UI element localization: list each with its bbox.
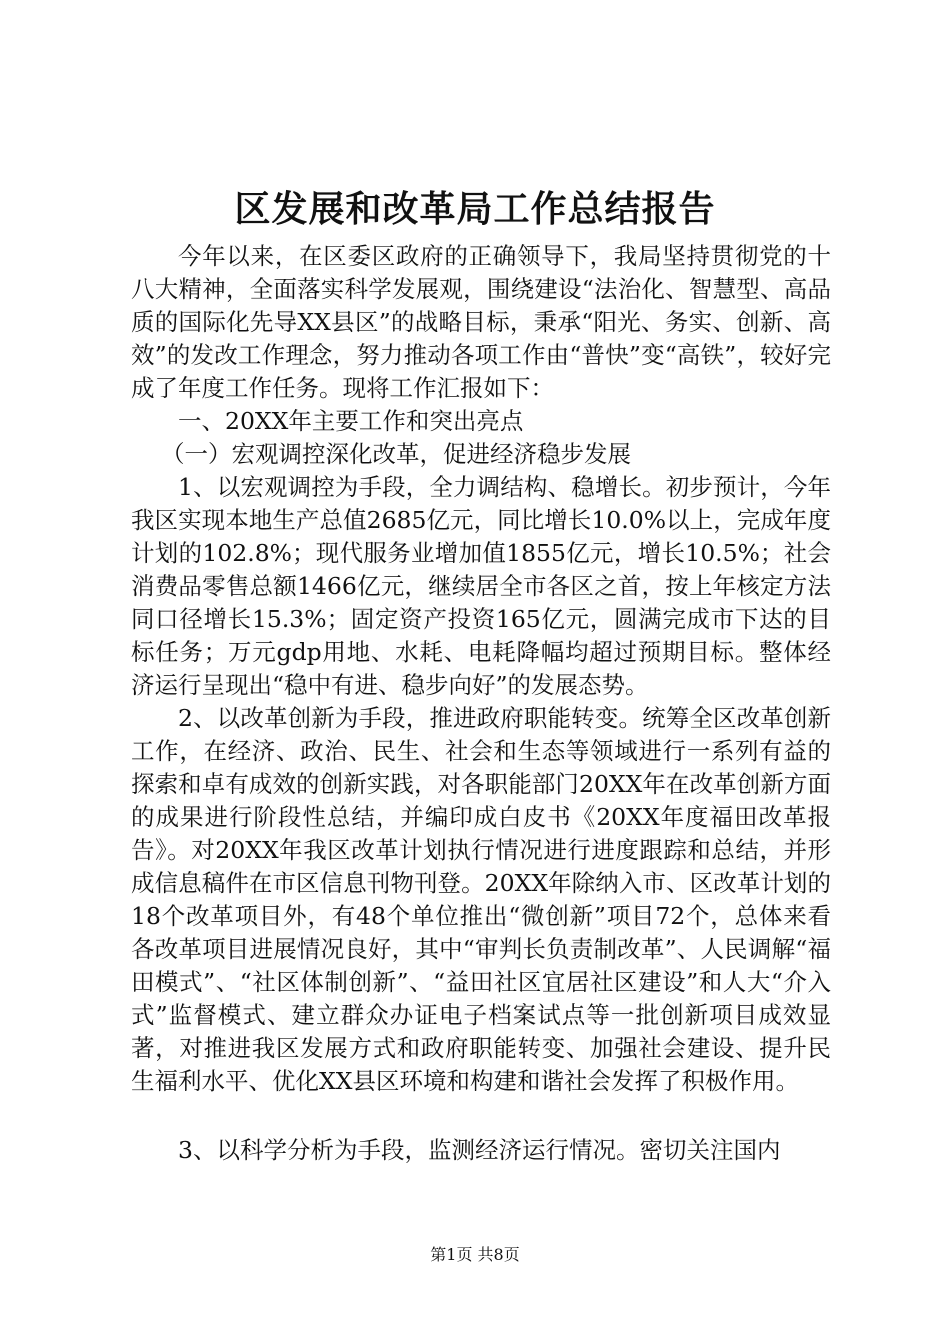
intro-paragraph: 今年以来，在区委区政府的正确领导下，我局坚持贯彻党的十八大精神，全面落实科学发展观，围绕建设“法治化、智慧型、高品质的国际化先导XX县区”的战略目标，秉承“阳光、务实、创新、高效”的发改工作理念，努力推动各项工作由“普快”变“高铁”，较好完成了年度工作任务。现将工作汇报如下： (131, 242, 831, 402)
document-title: 区发展和改革局工作总结报告 (234, 188, 716, 230)
subsection-heading: （一）宏观调控深化改革，促进经济稳步发展 (161, 440, 631, 468)
item-paragraph-1: 1、以宏观调控为手段，全力调结构、稳增长。初步预计，今年我区实现本地生产总值2685亿元，同比增长10.0%以上，完成年度计划的102.8%；现代服务业增加值1855亿元，增长10.5%；社会消费品零售总额1466亿元，继续居全市各区之首，按上年核定方法同口径增长15.3%；固定资产投资165亿元，圆满完成市下达的目标任务；万元gdp用地、水耗、电耗降幅均超过预期目标。整体经济运行呈现出“稳中有进、稳步向好”的发展态势。 (131, 473, 831, 699)
item-paragraph-2: 2、以改革创新为手段，推进政府职能转变。统筹全区改革创新工作，在经济、政治、民生、社会和生态等领域进行一系列有益的探索和卓有成效的创新实践，对各职能部门20XX年在改革创新方面的成果进行阶段性总结，并编印成白皮书《20XX年度福田改革报告》。对20XX年我区改革计划执行情况进行进度跟踪和总结，并形成信息稿件在市区信息刊物刊登。20XX年除纳入市、区改革计划的18个改革项目外，有48个单位推出“微创新”项目72个，总体来看各改革项目进展情况良好，其中“审判长负责制改革”、人民调解“福田模式”、“社区体制创新”、“益田社区宜居社区建设”和人大“介入式”监督模式、建立群众办证电子档案试点等一批创新项目成效显著，对推进我区发展方式和政府职能转变、加强社会建设、提升民生福利水平、优化XX县区环境和构建和谐社会发挥了积极作用。 (131, 704, 831, 1095)
document-body (131, 240, 831, 1167)
page-footer: 第1页 共8页 (430, 1245, 520, 1264)
section-heading: 一、20XX年主要工作和突出亮点 (178, 407, 524, 435)
item-paragraph-3: 3、以科学分析为手段，监测经济运行情况。密切关注国内 (178, 1136, 781, 1164)
